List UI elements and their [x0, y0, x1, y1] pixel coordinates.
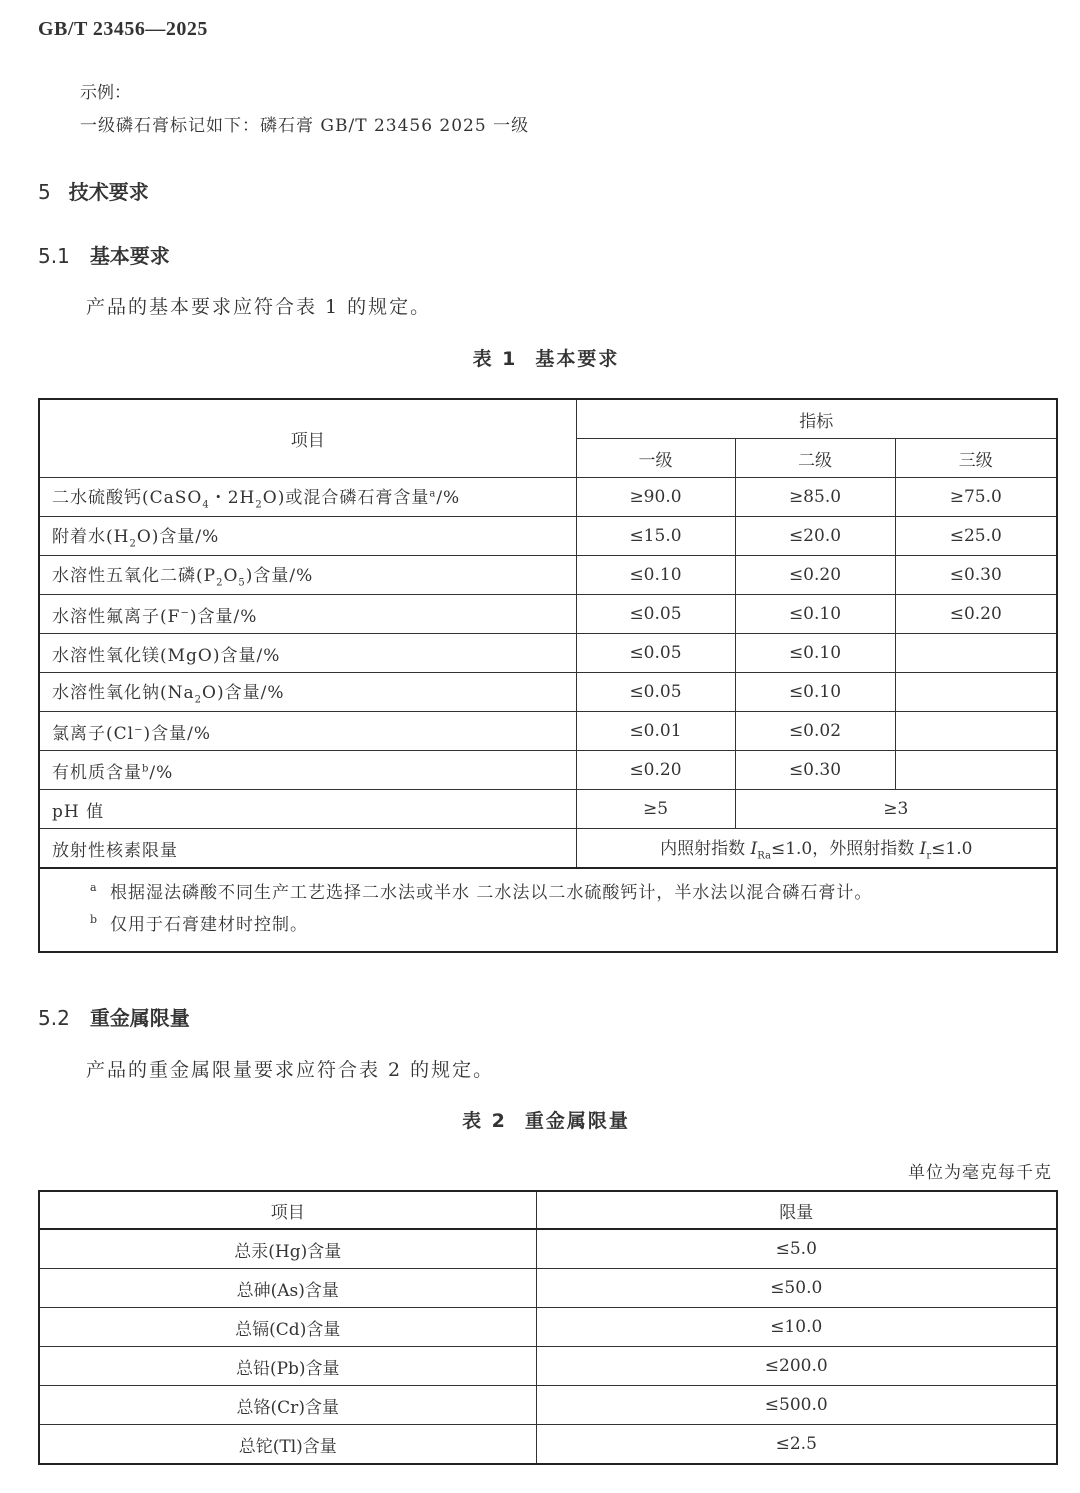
table-row: [39, 1229, 1057, 1269]
caption-number: 表 1: [472, 348, 518, 370]
item-text: 水溶性氧化钠(Na: [52, 683, 195, 704]
example-text: 一级磷石膏标记如下：磷石膏 GB/T 23456 2025 一级: [80, 116, 530, 136]
header-index: 指标: [576, 399, 1057, 439]
item-text: O)含量/%: [136, 527, 220, 548]
footnote-row: [39, 868, 1057, 952]
item-subscript: 2: [216, 577, 224, 589]
row-value: ≤20.0: [735, 517, 895, 556]
radio-text: 内照射指数: [660, 839, 751, 860]
item-text: /%: [436, 488, 461, 509]
header-grade: 一级: [576, 439, 735, 478]
row-value: [895, 634, 1057, 673]
table-row: [39, 595, 1057, 634]
item-text: )含量/%: [189, 606, 258, 627]
table-1-body: [39, 478, 1057, 790]
row-value: [895, 712, 1057, 751]
row-item: 总镉(Cd)含量: [39, 1308, 536, 1347]
footnote: [90, 909, 1056, 941]
section-5-2-heading: [38, 1002, 190, 1031]
row-item: [39, 478, 576, 517]
section-5-2-paragraph: 产品的重金属限量要求应符合表 2 的规定。: [86, 1059, 495, 1081]
header-grade: 二级: [735, 439, 895, 478]
row-value: ≥75.0: [895, 478, 1057, 517]
item-text: O: [223, 566, 239, 587]
row-item: [39, 673, 576, 712]
row-item: 总铬(Cr)含量: [39, 1386, 536, 1425]
row-value: ≤0.20: [895, 595, 1057, 634]
item-subscript: 5: [238, 577, 246, 589]
item-text: 水溶性氧化镁(MgO)含量/%: [52, 645, 281, 666]
row-item: pH 值: [39, 790, 576, 829]
example-label: 示例：: [80, 83, 131, 103]
row-value: ≥90.0: [576, 478, 735, 517]
row-value: ≤0.10: [735, 634, 895, 673]
footnote-text: 根据湿法磷酸不同生产工艺选择二水法或半水 二水法以二水硫酸钙计，半水法以混合磷石膏计。: [110, 883, 873, 903]
row-value: ≥3: [735, 790, 1057, 829]
row-value: [895, 673, 1057, 712]
row-item: 总砷(As)含量: [39, 1269, 536, 1308]
table-1: [38, 398, 1058, 953]
item-text: 二水硫酸钙(CaSO: [52, 488, 203, 509]
footnotes: [39, 868, 1057, 952]
table-row: [39, 712, 1057, 751]
row-item: 总铊(Tl)含量: [39, 1425, 536, 1465]
section-number: 5.1: [38, 244, 70, 268]
row-limit: ≤2.5: [536, 1425, 1057, 1465]
item-superscript: −: [180, 606, 190, 618]
item-text: O)或混合磷石膏含量: [262, 488, 430, 509]
row-value: ≤25.0: [895, 517, 1057, 556]
row-value: ≤0.05: [576, 673, 735, 712]
table-row: [39, 673, 1057, 712]
radio-text: ≤1.0: [931, 839, 973, 860]
radio-subscript: r: [926, 850, 932, 862]
table-row: [39, 1386, 1057, 1425]
table-2: [38, 1190, 1058, 1465]
section-number: 5.2: [38, 1006, 70, 1030]
item-text: O)含量/%: [202, 683, 285, 704]
row-value: ≥85.0: [735, 478, 895, 517]
row-limit: ≤500.0: [536, 1386, 1057, 1425]
row-value: ≤0.20: [576, 751, 735, 790]
footnote-mark: b: [90, 913, 99, 926]
table-1-caption: [0, 344, 1080, 371]
standard-code: GB/T 23456—2025: [38, 18, 208, 40]
footnote: [90, 877, 1056, 909]
section-number: 5: [38, 180, 51, 204]
row-value: ≤0.30: [735, 751, 895, 790]
row-value: [576, 829, 1057, 869]
item-text: )含量/%: [143, 723, 211, 744]
item-subscript: 2: [255, 499, 263, 511]
header-item: 项目: [39, 399, 576, 478]
table-2-unit-note: 单位为毫克每千克: [908, 1163, 1052, 1183]
item-subscript: 4: [202, 499, 210, 511]
radio-subscript: Ra: [757, 850, 771, 862]
section-title: 技术要求: [68, 180, 149, 204]
item-text: 附着水(H: [52, 527, 130, 548]
table-row: [39, 556, 1057, 595]
table-row: [39, 829, 1057, 869]
item-text: /%: [149, 762, 174, 783]
row-limit: ≤200.0: [536, 1347, 1057, 1386]
table-row: [39, 1269, 1057, 1308]
row-value: ≤0.05: [576, 595, 735, 634]
header-grade: 三级: [895, 439, 1057, 478]
row-value: ≤15.0: [576, 517, 735, 556]
row-value: ≤0.10: [735, 673, 895, 712]
section-title: 基本要求: [89, 244, 170, 268]
item-footnote-mark: b: [142, 762, 150, 774]
section-5-heading: [38, 176, 149, 205]
footnote-mark: a: [90, 881, 98, 894]
row-item: 总汞(Hg)含量: [39, 1229, 536, 1269]
radio-symbol: I: [919, 839, 927, 860]
table-row: [39, 634, 1057, 673]
table-header-row: [39, 1191, 1057, 1229]
item-text: ・2H: [209, 488, 256, 509]
row-item: [39, 712, 576, 751]
row-item: 放射性核素限量: [39, 829, 576, 869]
item-text: 氯离子(Cl: [52, 723, 135, 744]
table-row: [39, 1347, 1057, 1386]
row-value: ≤0.02: [735, 712, 895, 751]
row-item: [39, 595, 576, 634]
row-item: [39, 517, 576, 556]
table-row: [39, 790, 1057, 829]
table-header-row: [39, 399, 1057, 439]
row-value: ≤0.10: [735, 595, 895, 634]
section-5-1-heading: [38, 240, 170, 269]
item-text: 有机质含量: [52, 762, 142, 783]
row-value: ≥5: [576, 790, 735, 829]
item-footnote-mark: a: [429, 488, 437, 500]
caption-title: 重金属限量: [524, 1110, 630, 1132]
footnote-text: 仅用于石膏建材时控制。: [110, 915, 308, 935]
row-value: ≤0.01: [576, 712, 735, 751]
caption-number: 表 2: [462, 1110, 507, 1132]
row-limit: ≤5.0: [536, 1229, 1057, 1269]
item-text: 水溶性五氧化二磷(P: [52, 566, 217, 587]
item-text: )含量/%: [245, 566, 314, 587]
table-row: [39, 751, 1057, 790]
item-text: 水溶性氟离子(F: [52, 606, 181, 627]
section-title: 重金属限量: [89, 1006, 190, 1030]
table-row: [39, 1308, 1057, 1347]
table-row: [39, 478, 1057, 517]
table-row: [39, 1425, 1057, 1465]
row-value: ≤0.10: [576, 556, 735, 595]
table-row: [39, 517, 1057, 556]
item-subscript: 2: [129, 538, 137, 550]
row-item: [39, 556, 576, 595]
row-value: ≤0.20: [735, 556, 895, 595]
caption-title: 基本要求: [535, 348, 620, 370]
row-limit: ≤50.0: [536, 1269, 1057, 1308]
header-item: 项目: [39, 1191, 536, 1229]
row-item: [39, 751, 576, 790]
radio-text: ≤1.0，外照射指数: [770, 839, 920, 860]
item-subscript: 2: [194, 694, 203, 706]
row-item: 总铅(Pb)含量: [39, 1347, 536, 1386]
item-superscript: −: [134, 723, 144, 735]
section-5-1-paragraph: 产品的基本要求应符合表 1 的规定。: [86, 296, 432, 318]
table-2-body: [39, 1229, 1057, 1464]
row-value: ≤0.30: [895, 556, 1057, 595]
row-item: [39, 634, 576, 673]
row-value: [895, 751, 1057, 790]
radio-symbol: I: [750, 839, 758, 860]
row-limit: ≤10.0: [536, 1308, 1057, 1347]
table-2-caption: [0, 1106, 1080, 1133]
row-value: ≤0.05: [576, 634, 735, 673]
header-limit: 限量: [536, 1191, 1057, 1229]
